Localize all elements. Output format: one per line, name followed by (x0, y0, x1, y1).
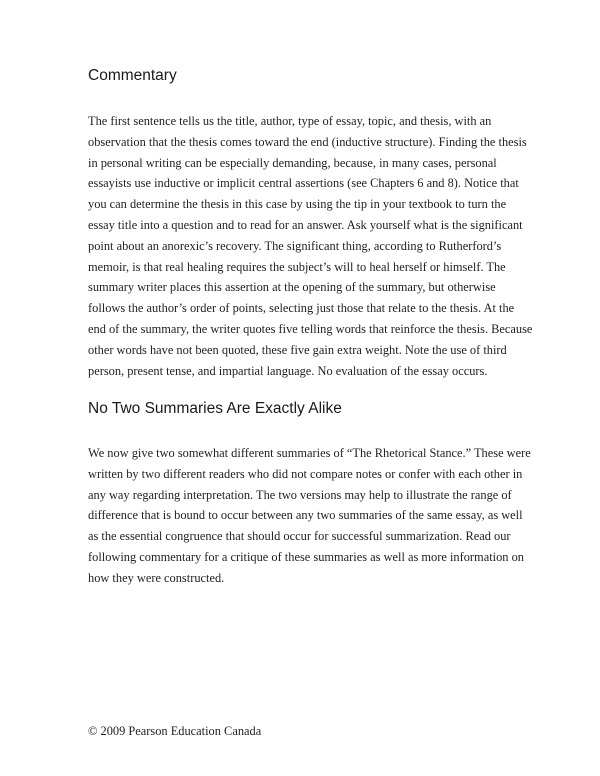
section-heading-commentary: Commentary (88, 67, 177, 84)
paragraph-line: you can determine the thesis in this case by using the tip in your textbook to turn the (88, 197, 507, 212)
paragraph-line: difference that is bound to occur between any two summaries of the same essay, as well (88, 508, 523, 523)
paragraph-line: observation that the thesis comes toward the end (inductive structure). Finding the thesis (88, 134, 527, 149)
paragraph-line: point about an anorexic’s recovery. The significant thing, according to Rutherford’s (88, 238, 502, 253)
paragraph-line: end of the summary, the writer quotes five telling words that reinforce the thesis. Because (88, 321, 533, 336)
paragraph-line: other words have not been quoted, these five gain extra weight. Note the use of third (88, 342, 507, 357)
paragraph-line: We now give two somewhat different summaries of “The Rhetorical Stance.” These were (88, 446, 531, 460)
paragraph-line: memoir, is that real healing requires the subject’s will to heal herself or himself. The (88, 259, 506, 274)
paragraph-line: essayists use inductive or implicit central assertions (see Chapters 6 and 8). Notice that (88, 176, 519, 191)
paragraph-line: any way regarding interpretation. The two versions may help to illustrate the range of (88, 487, 512, 502)
paragraph-line: in personal writing can be especially demanding, because, in many cases, personal (88, 155, 497, 170)
paragraph-line: The first sentence tells us the title, author, type of essay, topic, and thesis, with an (88, 114, 492, 128)
paragraph-line: written by two different readers who did not compare notes or confer with each other in (88, 466, 523, 481)
paragraph-line: essay title into a question and to read for an answer. Ask yourself what is the significant (88, 217, 523, 232)
paragraph-line: how they were constructed. (88, 570, 225, 585)
section-heading-no-two-summaries: No Two Summaries Are Exactly Alike (88, 400, 342, 417)
summaries-paragraph (88, 443, 531, 589)
paragraph-line: follows the author’s order of points, selecting just those that relate to the thesis. At the (88, 301, 515, 316)
paragraph-line: following commentary for a critique of these summaries as well as more information on (88, 549, 524, 564)
paragraph-line: as the essential congruence that should occur for successful summarization. Read our (88, 529, 511, 544)
paragraph-line: person, present tense, and impartial language. No evaluation of the essay occurs. (88, 363, 488, 378)
copyright-footer: © 2009 Pearson Education Canada (88, 724, 262, 738)
commentary-paragraph (88, 111, 533, 381)
paragraph-line: summary writer places this assertion at the opening of the summary, but otherwise (88, 280, 496, 295)
